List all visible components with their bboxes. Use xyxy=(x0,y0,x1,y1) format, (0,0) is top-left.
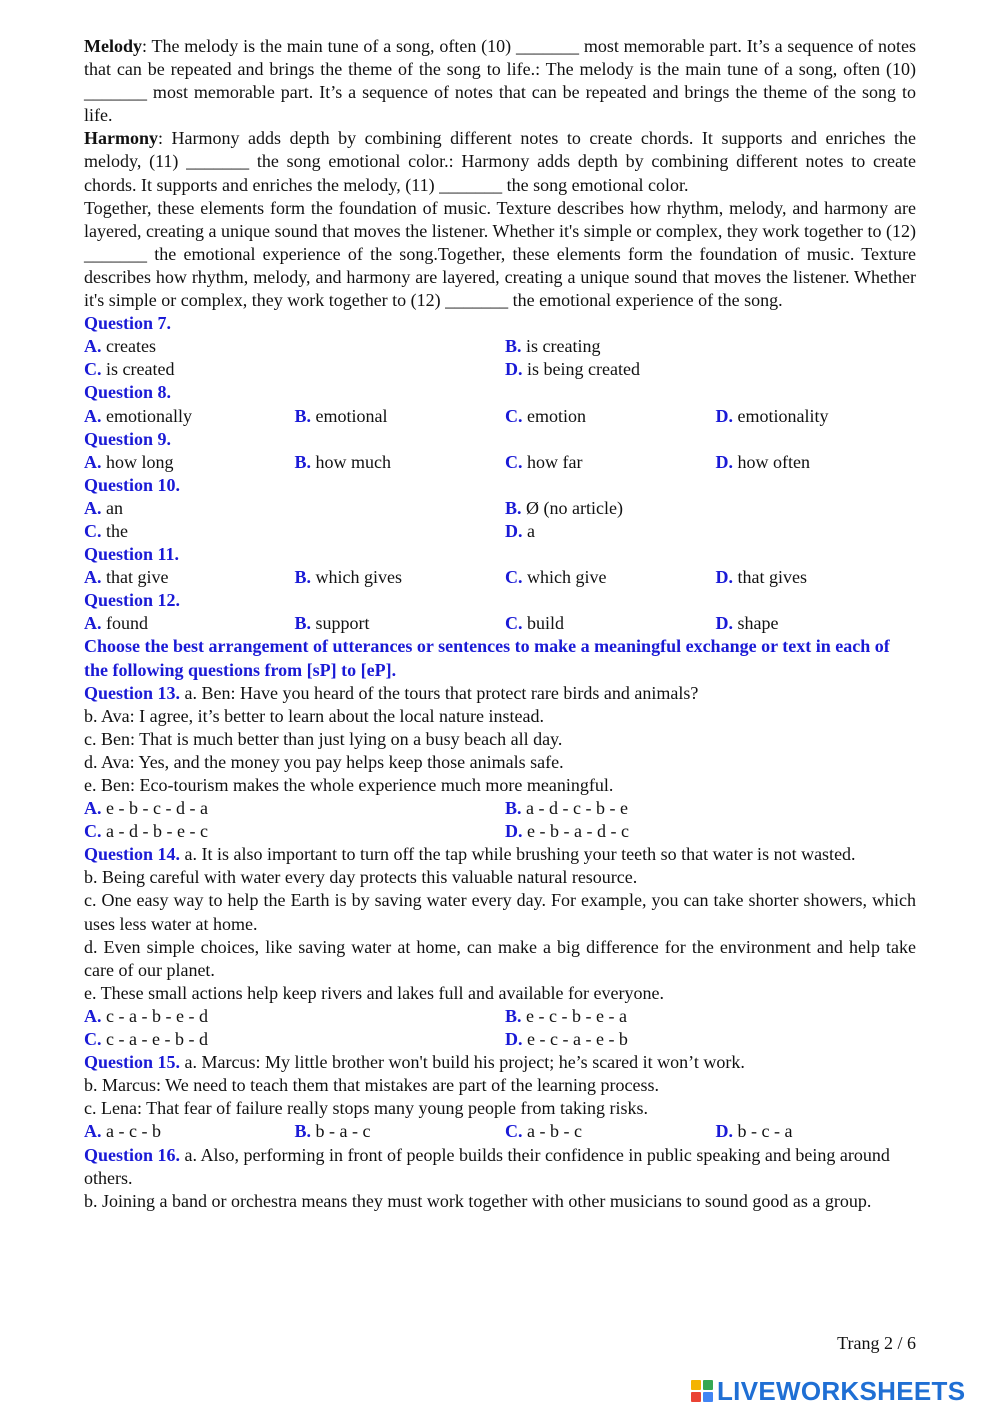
q11-option-a[interactable]: A. that give xyxy=(84,567,169,588)
melody-paragraph xyxy=(84,35,916,127)
q15-option-c[interactable]: C. a - b - c xyxy=(505,1121,582,1142)
question-10-title: Question 10. xyxy=(84,474,181,495)
logo-square-3 xyxy=(691,1392,701,1402)
question-13-line-c: c. Ben: That is much better than just lying on a busy beach all day. xyxy=(84,728,563,749)
q14-option-a[interactable]: A. c - a - b - e - d xyxy=(84,1005,208,1026)
q14-option-d[interactable]: D. e - c - a - e - b xyxy=(505,1029,628,1050)
q10-option-b[interactable]: B. Ø (no article) xyxy=(505,497,623,518)
question-15-line-c: c. Lena: That fear of failure really stops many young people from taking risks. xyxy=(84,1098,648,1119)
q8-option-b[interactable]: B. emotional xyxy=(294,405,388,426)
logo-square-1 xyxy=(691,1380,701,1390)
q15-option-b[interactable]: B. b - a - c xyxy=(294,1121,371,1142)
q7-option-d[interactable]: D. is being created xyxy=(505,359,640,380)
question-12-title: Question 12. xyxy=(84,590,181,611)
q11-option-b[interactable]: B. which gives xyxy=(294,567,402,588)
question-14-options-row-1 xyxy=(84,1005,916,1028)
question-12-options xyxy=(84,612,916,635)
q9-option-d[interactable]: D. how often xyxy=(715,451,810,472)
liveworksheets-logo-icon xyxy=(691,1380,713,1402)
q7-option-a[interactable]: A. creates xyxy=(84,336,156,357)
worksheet-page xyxy=(84,35,916,1213)
q9-option-b[interactable]: B. how much xyxy=(294,451,392,472)
q12-option-b[interactable]: B. support xyxy=(294,613,370,634)
question-13-title: Question 13. xyxy=(84,682,181,703)
q8-option-a[interactable]: A. emotionally xyxy=(84,405,192,426)
question-10-options-row-1 xyxy=(84,497,916,520)
q13-option-d[interactable]: D. e - b - a - d - c xyxy=(505,821,629,842)
q13-option-c[interactable]: C. a - d - b - e - c xyxy=(84,821,208,842)
question-15-line-a: Question 15. a. Marcus: My little brother won't build his project; he’s scared it won’t work. xyxy=(84,1052,745,1073)
question-8-title: Question 8. xyxy=(84,382,172,403)
question-14-line-d: d. Even simple choices, like saving water at home, can make a big difference for the environment and help take care of our planet. xyxy=(84,936,916,980)
q7-option-c[interactable]: C. is created xyxy=(84,359,175,380)
q15-option-d[interactable]: D. b - c - a xyxy=(715,1121,793,1142)
liveworksheets-logo-text: LIVEWORKSHEETS xyxy=(717,1375,966,1406)
question-13-options-row-2 xyxy=(84,820,916,843)
question-7-options-row-2 xyxy=(84,358,916,381)
question-14-title: Question 14. xyxy=(84,844,181,865)
question-9-options xyxy=(84,451,916,474)
question-9-title: Question 9. xyxy=(84,428,172,449)
q14-option-c[interactable]: C. c - a - e - b - d xyxy=(84,1029,208,1050)
question-15-line-b: b. Marcus: We need to teach them that mistakes are part of the learning process. xyxy=(84,1075,660,1096)
question-13-options-row-1 xyxy=(84,797,916,820)
page-number: Trang 2 / 6 xyxy=(837,1333,916,1353)
question-14-line-e: e. These small actions help keep rivers and lakes full and available for everyone. xyxy=(84,982,664,1003)
harmony-paragraph xyxy=(84,127,916,196)
q8-option-c[interactable]: C. emotion xyxy=(505,405,586,426)
q10-option-d[interactable]: D. a xyxy=(505,520,535,541)
logo-square-4 xyxy=(703,1392,713,1402)
question-10-options-row-2 xyxy=(84,520,916,543)
harmony-term: Harmony xyxy=(84,128,158,149)
melody-text: : The melody is the main tune of a song, often (10) _______ most memorable part. It’s a sequence of notes that can be repeated and brings the theme of the song to life.: The melody is the main tune of a song, often (10) _______ most memorable part. It’s a sequence of notes that can be repeated and brings the theme of the song to life. xyxy=(84,36,916,126)
question-11-options xyxy=(84,566,916,589)
q10-option-a[interactable]: A. an xyxy=(84,497,123,518)
question-14-line-b: b. Being careful with water every day protects this valuable natural resource. xyxy=(84,867,638,888)
question-16-line-a: Question 16. a. Also, performing in front of people builds their confidence in public speaking and being around others. xyxy=(84,1144,890,1188)
question-14-options-row-2 xyxy=(84,1028,916,1051)
liveworksheets-logo[interactable] xyxy=(691,1376,965,1406)
question-7-options-row-1 xyxy=(84,335,916,358)
together-paragraph: Together, these elements form the foundation of music. Texture describes how rhythm, melody, and harmony are layered, creating a unique sound that moves the listener. Whether it's simple or complex, they work together to (12) _______ the emotional experience of the song.Together, these elements form the foundation of music. Texture describes how rhythm, melody, and harmony are layered, creating a unique sound that moves the listener. Whether it's simple or complex, they work together to (12) _______ the emotional experience of the song. xyxy=(84,197,916,311)
q13-option-b[interactable]: B. a - d - c - b - e xyxy=(505,798,628,819)
q8-option-d[interactable]: D. emotionality xyxy=(715,405,829,426)
q11-option-c[interactable]: C. which give xyxy=(505,567,607,588)
q9-option-a[interactable]: A. how long xyxy=(84,451,174,472)
question-13-line-b: b. Ava: I agree, it’s better to learn about the local nature instead. xyxy=(84,705,544,726)
q12-option-d[interactable]: D. shape xyxy=(715,613,779,634)
question-16-title: Question 16. xyxy=(84,1144,181,1165)
q12-option-c[interactable]: C. build xyxy=(505,613,565,634)
question-15-title: Question 15. xyxy=(84,1052,181,1073)
question-8-options xyxy=(84,405,916,428)
q11-option-d[interactable]: D. that gives xyxy=(715,567,807,588)
question-13-line-e: e. Ben: Eco-tourism makes the whole experience much more meaningful. xyxy=(84,775,614,795)
q12-option-a[interactable]: A. found xyxy=(84,613,148,634)
q13-option-a[interactable]: A. e - b - c - d - a xyxy=(84,798,208,819)
harmony-text: : Harmony adds depth by combining different notes to create chords. It supports and enriches the melody, (11) _______ the song emotional color.: Harmony adds depth by combining different notes to create chords. It supports and enriches the melody, (11) _______ the song emotional color. xyxy=(84,128,916,195)
q15-option-a[interactable]: A. a - c - b xyxy=(84,1121,161,1142)
melody-term: Melody xyxy=(84,36,142,56)
question-15-options xyxy=(84,1120,916,1143)
question-14-line-c: c. One easy way to help the Earth is by saving water every day. For example, you can take shorter showers, which uses less water at home. xyxy=(84,890,916,934)
q9-option-c[interactable]: C. how far xyxy=(505,451,583,472)
logo-square-2 xyxy=(703,1380,713,1390)
q7-option-b[interactable]: B. is creating xyxy=(505,336,601,357)
question-16-line-b: b. Joining a band or orchestra means they must work together with other musicians to sound good as a group. xyxy=(84,1190,872,1211)
section-instruction: Choose the best arrangement of utterances or sentences to make a meaningful exchange or text in each of the following questions from [sP] to [eP]. xyxy=(84,636,890,680)
question-11-title: Question 11. xyxy=(84,544,180,565)
q14-option-b[interactable]: B. e - c - b - e - a xyxy=(505,1005,627,1026)
question-7-title: Question 7. xyxy=(84,313,172,334)
question-13-line-a: Question 13. a. Ben: Have you heard of the tours that protect rare birds and animals? xyxy=(84,682,699,703)
q10-option-c[interactable]: C. the xyxy=(84,520,128,541)
question-14-line-a: Question 14. a. It is also important to turn off the tap while brushing your teeth so that water is not wasted. xyxy=(84,844,856,865)
question-13-line-d: d. Ava: Yes, and the money you pay helps keep those animals safe. xyxy=(84,751,564,772)
